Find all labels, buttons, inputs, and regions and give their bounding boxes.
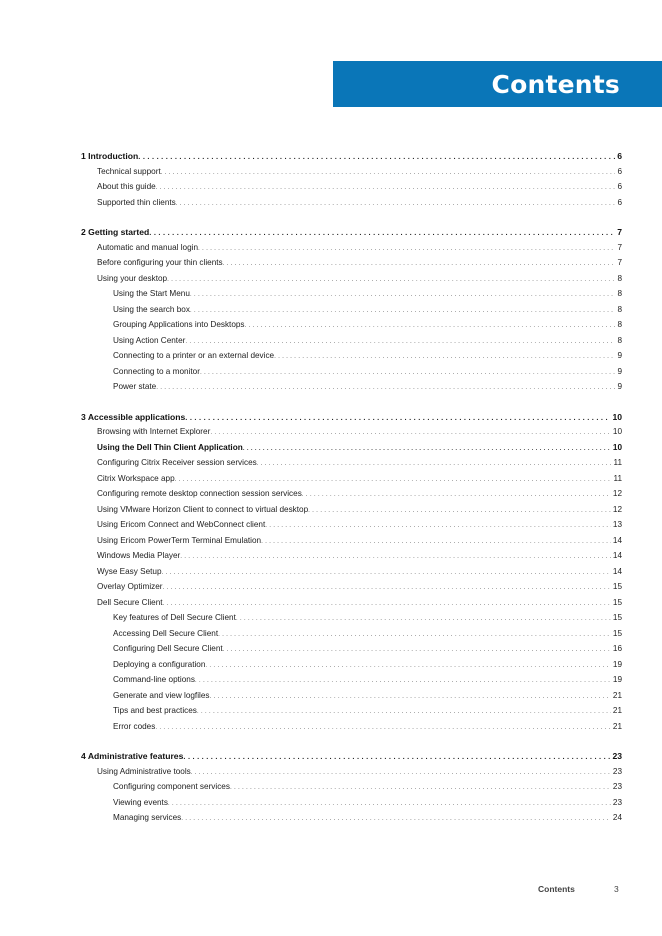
dot-leader: [200, 369, 616, 376]
toc-entry[interactable]: [81, 629, 622, 645]
toc-chapter: [81, 412, 622, 738]
dot-leader: [243, 445, 611, 452]
toc-entry-page: 10: [612, 427, 622, 436]
dot-leader: [261, 538, 611, 545]
dot-leader: [190, 291, 616, 298]
dot-leader: [185, 338, 615, 345]
dot-leader: [230, 784, 611, 791]
toc-entry-title: Using Ericom Connect and WebConnect client: [97, 520, 266, 529]
toc-entry-page: 11: [613, 458, 622, 467]
toc-entry[interactable]: [81, 520, 622, 536]
toc-entry-page: 13: [612, 520, 622, 529]
dot-leader: [138, 152, 615, 161]
toc-entry[interactable]: [81, 320, 622, 336]
dot-leader: [308, 507, 611, 514]
toc-entry[interactable]: [81, 782, 622, 798]
toc-chapter-heading[interactable]: [81, 227, 622, 243]
toc-entry-page: 16: [612, 644, 622, 653]
toc-entry-title: Configuring Dell Secure Client: [113, 644, 223, 653]
toc-entry-page: 9: [617, 366, 622, 376]
table-of-contents: [81, 151, 622, 843]
toc-entry-page: 23: [612, 797, 622, 807]
dot-leader: [195, 677, 611, 684]
toc-entry[interactable]: [81, 582, 622, 598]
toc-entry[interactable]: [81, 660, 622, 676]
toc-entry-title: Technical support: [97, 166, 161, 176]
toc-entry-title: Accessing Dell Secure Client: [113, 628, 219, 638]
toc-entry-title: Windows Media Player: [97, 551, 181, 560]
toc-entry-title: Using Administrative tools: [97, 766, 191, 776]
toc-entry-title: Automatic and manual login: [97, 242, 199, 252]
toc-entry-page: 15: [612, 597, 622, 607]
toc-entry-title: Viewing events: [113, 797, 168, 807]
toc-entry-title: Deploying a configuration: [113, 659, 206, 669]
dot-leader: [223, 646, 611, 653]
toc-entry[interactable]: [81, 613, 622, 629]
toc-entry-title: Key features of Dell Secure Client: [113, 613, 236, 622]
toc-entry-title: Generate and view logfiles: [113, 690, 210, 700]
toc-entry-page: 23: [612, 751, 622, 761]
toc-entry[interactable]: [81, 536, 622, 552]
toc-entry-page: 19: [612, 659, 622, 669]
dot-leader: [197, 708, 611, 715]
toc-entry[interactable]: [81, 489, 622, 505]
footer-label: Contents: [538, 884, 575, 894]
toc-entry-title: Using Ericom PowerTerm Terminal Emulation: [97, 535, 262, 545]
toc-entry-page: 8: [617, 273, 622, 283]
dot-leader: [163, 584, 611, 591]
toc-entry-page: 8: [617, 289, 622, 298]
toc-entry-page: 11: [613, 473, 622, 483]
toc-entry-page: 19: [612, 675, 622, 684]
toc-entry-page: 10: [612, 442, 622, 452]
dot-leader: [176, 200, 616, 207]
toc-entry-page: 12: [612, 504, 622, 514]
header-banner: [333, 61, 662, 107]
toc-entry[interactable]: [81, 305, 622, 321]
dot-leader: [302, 491, 611, 498]
dot-leader: [162, 569, 611, 576]
toc-chapter-heading[interactable]: [81, 412, 622, 428]
toc-chapter: [81, 751, 622, 829]
toc-entry-title: Managing services: [113, 813, 182, 822]
toc-entry[interactable]: [81, 474, 622, 490]
page-title: Contents: [491, 70, 620, 99]
toc-entry-title: 3 Accessible applications: [81, 411, 186, 422]
toc-entry[interactable]: [81, 567, 622, 583]
toc-entry-page: 14: [612, 535, 622, 545]
toc-entry-title: Configuring Citrix Receiver session services: [97, 458, 257, 467]
toc-entry-title: Connecting to a printer or an external device: [113, 351, 275, 360]
toc-entry-title: Overlay Optimizer: [97, 582, 163, 591]
toc-entry-page: 10: [612, 411, 622, 422]
toc-entry-page: 6: [617, 197, 622, 207]
dot-leader: [175, 476, 612, 483]
toc-entry-page: 21: [612, 721, 622, 731]
toc-entry-page: 15: [612, 628, 622, 638]
dot-leader: [190, 307, 616, 314]
toc-entry[interactable]: [81, 351, 622, 367]
dot-leader: [149, 228, 615, 237]
toc-entry-title: Using VMware Horizon Client to connect to virtual desktop: [97, 504, 309, 514]
toc-entry-page: 14: [612, 566, 622, 576]
toc-entry[interactable]: [81, 336, 622, 352]
toc-entry-page: 9: [617, 382, 622, 391]
toc-entry-page: 8: [617, 335, 622, 345]
toc-entry[interactable]: [81, 813, 622, 829]
toc-chapter-heading[interactable]: [81, 751, 622, 767]
toc-entry-title: Browsing with Internet Explorer: [97, 427, 211, 436]
toc-entry-title: Using your desktop: [97, 273, 168, 283]
dot-leader: [185, 413, 610, 422]
toc-entry[interactable]: [81, 798, 622, 814]
dot-leader: [218, 631, 611, 638]
footer-page-number: 3: [614, 884, 619, 894]
toc-entry[interactable]: [81, 706, 622, 722]
toc-entry[interactable]: [81, 274, 622, 290]
dot-leader: [205, 662, 610, 669]
toc-chapter: [81, 151, 622, 213]
dot-leader: [156, 184, 616, 191]
toc-entry[interactable]: [81, 427, 622, 443]
toc-entry[interactable]: [81, 598, 622, 614]
toc-entry-title: Wyse Easy Setup: [97, 566, 162, 576]
toc-chapter: [81, 227, 622, 398]
toc-entry-page: 7: [617, 242, 622, 252]
dot-leader: [180, 553, 611, 560]
toc-entry-title: Using the Start Menu: [113, 289, 190, 298]
toc-entry-title: 1 Introduction: [81, 151, 139, 161]
toc-entry-page: 21: [612, 690, 622, 700]
toc-entry-page: 15: [612, 582, 622, 591]
toc-entry[interactable]: [81, 289, 622, 305]
dot-leader: [210, 429, 611, 436]
toc-entry-title: Tips and best practices: [113, 706, 197, 715]
toc-entry[interactable]: [81, 182, 622, 198]
dot-leader: [223, 260, 616, 267]
toc-entry-page: 14: [612, 551, 622, 560]
toc-entry[interactable]: [81, 167, 622, 183]
toc-entry-page: 7: [617, 227, 622, 237]
toc-entry-title: Grouping Applications into Desktops: [113, 320, 245, 329]
toc-entry-title: Before configuring your thin clients: [97, 258, 223, 267]
toc-chapter-heading[interactable]: [81, 151, 622, 167]
toc-entry[interactable]: [81, 675, 622, 691]
toc-entry-title: Configuring remote desktop connection session services: [97, 489, 302, 498]
toc-entry-title: Configuring component services: [113, 782, 230, 791]
toc-entry-page: 9: [617, 351, 622, 360]
toc-entry-title: Using the Dell Thin Client Application: [97, 442, 243, 452]
toc-entry-title: Citrix Workspace app: [97, 473, 175, 483]
toc-entry-page: 12: [612, 489, 622, 498]
dot-leader: [274, 353, 615, 360]
toc-entry-page: 6: [617, 166, 622, 176]
dot-leader: [167, 276, 615, 283]
toc-entry[interactable]: [81, 258, 622, 274]
toc-entry-page: 15: [612, 613, 622, 622]
toc-entry-title: Using the search box: [113, 304, 190, 314]
toc-entry[interactable]: [81, 243, 622, 259]
toc-entry-page: 24: [612, 813, 622, 822]
toc-entry-page: 7: [617, 258, 622, 267]
dot-leader: [236, 615, 611, 622]
toc-entry-page: 23: [612, 766, 622, 776]
toc-entry-title: Command-line options: [113, 675, 195, 684]
toc-entry-page: 8: [617, 304, 622, 314]
dot-leader: [257, 460, 612, 467]
toc-entry[interactable]: [81, 644, 622, 660]
toc-entry-title: 2 Getting started: [81, 227, 150, 237]
dot-leader: [198, 245, 615, 252]
dot-leader: [210, 693, 611, 700]
toc-entry-title: Dell Secure Client: [97, 597, 163, 607]
toc-entry-title: Error codes: [113, 721, 156, 731]
toc-entry[interactable]: [81, 722, 622, 738]
dot-leader: [168, 800, 611, 807]
dot-leader: [265, 522, 611, 529]
toc-entry-page: 6: [617, 151, 622, 161]
toc-entry-title: About this guide: [97, 182, 156, 191]
toc-entry-title: 4 Administrative features: [81, 751, 184, 761]
toc-entry[interactable]: [81, 767, 622, 783]
toc-entry[interactable]: [81, 443, 622, 459]
toc-entry[interactable]: [81, 691, 622, 707]
dot-leader: [163, 600, 611, 607]
toc-entry-title: Connecting to a monitor: [113, 366, 200, 376]
toc-entry[interactable]: [81, 505, 622, 521]
toc-entry[interactable]: [81, 382, 622, 398]
toc-entry-page: 21: [612, 706, 622, 715]
toc-entry-title: Using Action Center: [113, 335, 186, 345]
toc-entry-page: 8: [617, 320, 622, 329]
toc-entry[interactable]: [81, 198, 622, 214]
toc-entry-title: Power state: [113, 382, 157, 391]
toc-entry[interactable]: [81, 367, 622, 383]
toc-entry[interactable]: [81, 551, 622, 567]
dot-leader: [161, 169, 616, 176]
dot-leader: [181, 815, 611, 822]
dot-leader: [245, 322, 616, 329]
dot-leader: [183, 752, 610, 761]
toc-entry-page: 6: [617, 182, 622, 191]
dot-leader: [155, 724, 611, 731]
toc-entry[interactable]: [81, 458, 622, 474]
dot-leader: [156, 384, 615, 391]
toc-entry-page: 23: [612, 782, 622, 791]
toc-entry-title: Supported thin clients: [97, 197, 176, 207]
dot-leader: [191, 769, 611, 776]
